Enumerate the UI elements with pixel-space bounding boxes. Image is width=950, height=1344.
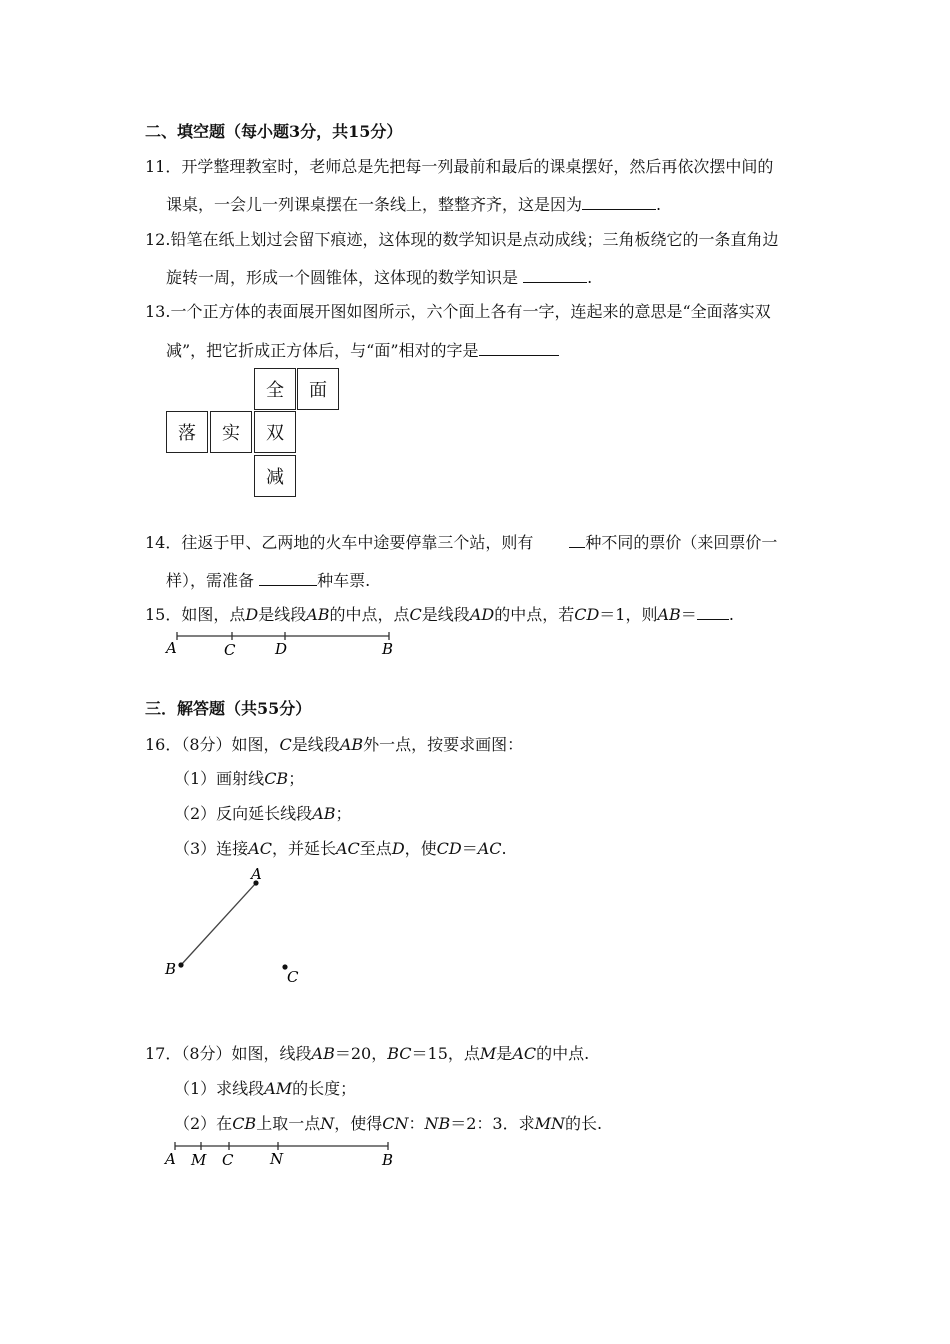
q13-line-2: [166, 338, 559, 361]
q15-t4: 是线段: [421, 605, 470, 624]
q14-line-2: [166, 568, 370, 591]
net-face-luo: 落: [166, 411, 208, 453]
q15-answer-blank[interactable]: [697, 605, 729, 620]
q17-t1: 17．（8分）如图，线段: [145, 1044, 312, 1063]
q15-t3: 的中点，点: [329, 605, 410, 624]
q12-text: 旋转一周，形成一个圆锥体，这体现的数学知识是: [166, 268, 524, 287]
q16-step-2: [174, 801, 352, 824]
q17-s2-v4: NB: [424, 1114, 451, 1133]
q17-t3: ＝15，点: [411, 1044, 480, 1063]
q16-s2-var: AB: [312, 804, 336, 823]
q15-var-d: D: [245, 605, 259, 624]
q12-line-1: 12.铅笔在纸上划过会留下痕迹，这体现的数学知识是点动成线；三角板绕它的一条直角边: [145, 230, 779, 249]
label-a: A: [166, 639, 177, 657]
q15-t5: 的中点，若: [494, 605, 575, 624]
q17-var-ac: AC: [512, 1044, 537, 1063]
net-face-shi: 实: [210, 411, 252, 453]
q17-s2-t5: ＝2：3．求: [450, 1114, 535, 1133]
q17-s2-v1: CB: [232, 1114, 257, 1133]
q16-s1-t2: ；: [288, 769, 305, 788]
label-b: B: [382, 640, 394, 658]
net-face-jian: 减: [254, 455, 296, 497]
q15-line: [145, 602, 734, 625]
q16-t3: 外一点，按要求画图：: [363, 735, 524, 754]
q17-t4: 是: [496, 1044, 513, 1063]
net-face-shuang: 双: [254, 411, 296, 453]
q17-var-m: M: [479, 1044, 497, 1063]
q11-answer-blank[interactable]: [582, 195, 656, 210]
label-m: M: [191, 1151, 207, 1169]
label-a: A: [165, 1150, 176, 1168]
net-face-quan: 全: [254, 368, 296, 410]
point-b: [178, 962, 183, 967]
q11-period: .: [656, 195, 662, 214]
q17-s1-t1: （1）求线段: [174, 1079, 265, 1098]
q14-text-c: 样），需准备: [166, 571, 260, 590]
q17-s1-t2: 的长度；: [292, 1079, 357, 1098]
q15-t1: 15．如图，点: [145, 605, 246, 624]
label-n: N: [270, 1150, 284, 1168]
q15-t2: 是线段: [258, 605, 307, 624]
q17-s2-t6: 的长.: [565, 1114, 603, 1133]
label-b: B: [382, 1151, 394, 1169]
q16-s3-v2: AC: [336, 839, 360, 858]
q13-text: 减”，把它折成正方体后，与“面”相对的字是: [166, 341, 479, 360]
q16-s3-t1: （3）连接: [174, 839, 249, 858]
q16-s2-t1: （2）反向延长线段: [174, 804, 313, 823]
q13-answer-blank[interactable]: [479, 341, 559, 356]
q17-s2-v2: N: [320, 1114, 335, 1133]
q14-text-a: 14．往返于甲、乙两地的火车中途要停靠三个站，则有: [145, 533, 534, 552]
q17-t5: 的中点.: [536, 1044, 590, 1063]
q16-s3-v3: D: [391, 839, 405, 858]
label-c: C: [222, 1151, 234, 1169]
q14-text-b: 种不同的票价（来回票价一: [585, 533, 778, 552]
q16-s3-v1: AC: [248, 839, 272, 858]
q16-s2-t2: ；: [335, 804, 352, 823]
q16-step-1: [174, 766, 304, 789]
q15-segment-figure: [160, 628, 410, 660]
q16-line: [145, 732, 523, 755]
q16-s3-t4: ，使: [404, 839, 437, 858]
label-b: B: [165, 960, 177, 978]
q14-text-d: 种车票.: [317, 571, 371, 590]
q16-s3-t3: 至点: [359, 839, 392, 858]
q11-line-2: [166, 192, 661, 215]
q15-var-c: C: [409, 605, 422, 624]
q15-var-ad: AD: [469, 605, 495, 624]
q17-s2-t3: ，使得: [334, 1114, 383, 1133]
q16-s3-v4: CD: [436, 839, 462, 858]
q17-segment-figure: [160, 1138, 410, 1170]
q15-var-cd: CD: [574, 605, 600, 624]
q16-step-3: [174, 836, 507, 859]
q15-t7: ＝: [680, 605, 697, 624]
q17-s2-v3: CN: [382, 1114, 409, 1133]
q15-var-ab: AB: [306, 605, 330, 624]
q16-s1-var: CB: [264, 769, 289, 788]
q17-s2-t1: （2）在: [174, 1114, 233, 1133]
label-c: C: [224, 641, 236, 659]
q16-var-ab: AB: [339, 735, 364, 754]
q16-s3-t2: ，并延长: [271, 839, 336, 858]
label-c: C: [287, 968, 299, 986]
q17-s1-var: AM: [264, 1079, 293, 1098]
q12-answer-blank[interactable]: [523, 268, 587, 283]
section-2-title: 二、填空题（每小题3分，共15分）: [145, 122, 403, 141]
q17-s2-v5: MN: [534, 1114, 566, 1133]
q14-answer-blank-2[interactable]: [259, 571, 317, 586]
q17-line: [145, 1041, 589, 1064]
q17-step-2: [174, 1111, 602, 1134]
q17-var-bc: BC: [387, 1044, 412, 1063]
q16-s3-v5: AC: [477, 839, 502, 858]
q12-line-2: [166, 265, 592, 288]
q16-t1: 16．（8分）如图，: [145, 735, 280, 754]
q15-t6: ＝1，则: [599, 605, 658, 624]
q16-figure: [155, 862, 325, 992]
q17-step-1: [174, 1076, 356, 1099]
q15-var-ab-2: AB: [657, 605, 681, 624]
q16-s3-t6: .: [501, 839, 507, 858]
q17-var-ab: AB: [311, 1044, 335, 1063]
label-a: A: [251, 865, 262, 883]
q16-s1-t1: （1）画射线: [174, 769, 265, 788]
segment-ab-line: [181, 883, 256, 965]
q16-var-c: C: [279, 735, 292, 754]
section-3-title: 三．解答题（共55分）: [145, 699, 312, 718]
q11-line-1: 11．开学整理教室时，老师总是先把每一列最前和最后的课桌摆好，然后再依次摆中间的: [145, 157, 774, 176]
q12-period: .: [587, 268, 593, 287]
label-d: D: [275, 640, 288, 658]
q11-text: 课桌，一会儿一列课桌摆在一条线上，整整齐齐，这是因为: [166, 195, 583, 214]
q16-s3-t5: ＝: [461, 839, 478, 858]
q16-t2: 是线段: [291, 735, 340, 754]
q13-line-1: 13.一个正方体的表面展开图如图所示，六个面上各有一字，连起来的意思是“全面落实双: [145, 302, 771, 321]
q15-period: .: [728, 605, 734, 624]
net-face-mian: 面: [297, 368, 339, 410]
q17-s2-t4: ：: [408, 1114, 425, 1133]
q14-answer-blank-1[interactable]: [569, 533, 585, 548]
q17-s2-t2: 上取一点: [256, 1114, 321, 1133]
q14-line-1: [145, 530, 777, 553]
q17-t2: ＝20，: [334, 1044, 388, 1063]
